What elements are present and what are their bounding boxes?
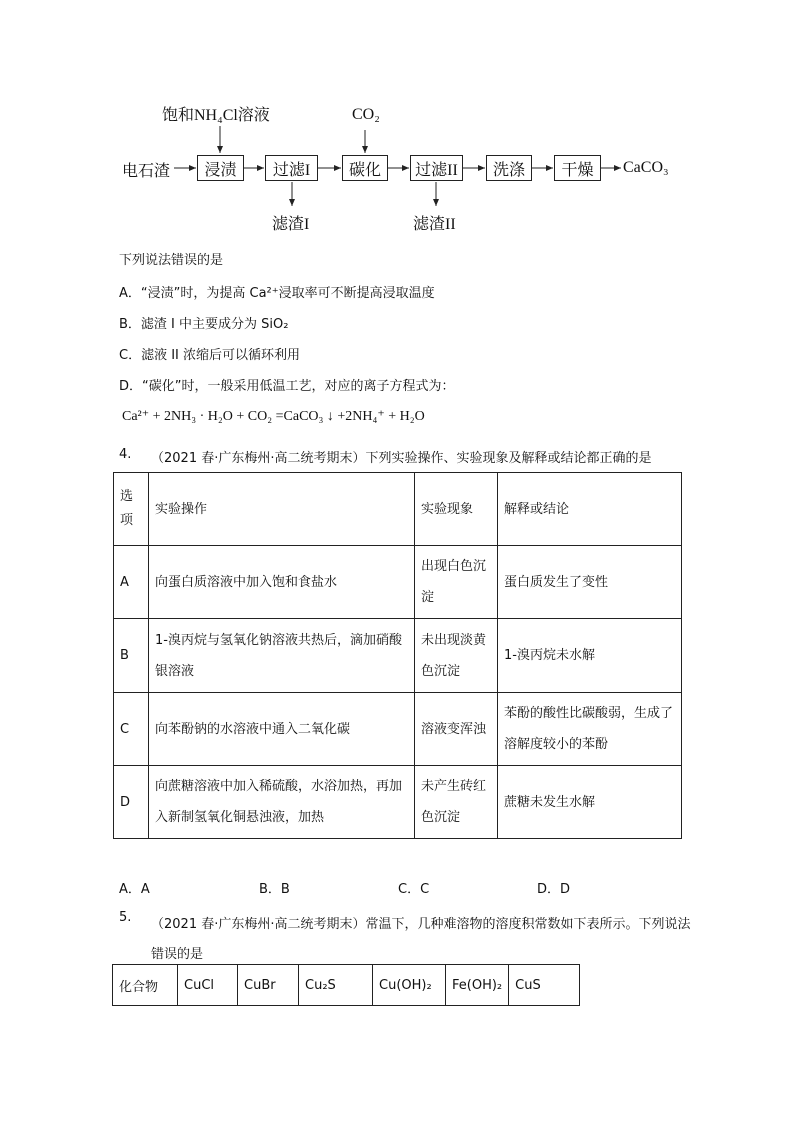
q5-stem: （2021 春·广东梅州·高二统考期末）常温下，几种难溶物的溶度积常数如下表所示。下列说法错误的是 — [151, 917, 691, 962]
header-observation: 实验现象 — [415, 473, 498, 546]
header-cus: CuS — [509, 965, 580, 1006]
row-operation: 向苯酚钠的水溶液中通入二氧化碳 — [149, 693, 415, 766]
step-soak: 浸渍 — [197, 155, 244, 181]
q3-option-d: D．“碳化”时，一般采用低温工艺，对应的离子方程式为： — [119, 379, 455, 394]
byproduct-residue-1: 滤渣I — [272, 216, 310, 233]
q3-stem: 下列说法错误的是 — [119, 253, 224, 268]
q4-choice-c: C．C — [398, 882, 430, 897]
q5-number: 5. — [119, 910, 132, 925]
header-cucl: CuCl — [178, 965, 238, 1006]
flow-arrows — [0, 0, 794, 240]
row-operation: 1-溴丙烷与氢氧化钠溶液共热后，滴加硝酸银溶液 — [149, 619, 415, 693]
header-operation: 实验操作 — [149, 473, 415, 546]
header-cu2s: Cu₂S — [299, 965, 373, 1006]
row-option: A — [114, 546, 149, 619]
q4-choice-d: D．D — [537, 882, 571, 897]
row-observation: 未产生砖红色沉淀 — [415, 766, 498, 839]
q4-choice-a: A．A — [119, 882, 150, 897]
q5-table — [112, 964, 580, 1006]
table-row — [114, 546, 682, 619]
row-observation: 出现白色沉淀 — [415, 546, 498, 619]
row-operation: 向蛋白质溶液中加入饱和食盐水 — [149, 546, 415, 619]
table-row — [114, 619, 682, 693]
header-option: 选项 — [114, 473, 149, 546]
row-conclusion: 蔗糖未发生水解 — [498, 766, 682, 839]
table-row — [114, 766, 682, 839]
q4-number: 4. — [119, 447, 132, 462]
row-observation: 溶液变浑浊 — [415, 693, 498, 766]
header-conclusion: 解释或结论 — [498, 473, 682, 546]
header-feoh2: Fe(OH)₂ — [446, 965, 509, 1006]
row-option: C — [114, 693, 149, 766]
row-conclusion: 1-溴丙烷未水解 — [498, 619, 682, 693]
q3-equation: Ca²⁺ + 2NH₃ · H₂O + CO₂ =CaCO₃ ↓ +2NH₄⁺ + H₂O — [122, 409, 425, 424]
row-operation: 向蔗糖溶液中加入稀硫酸，水浴加热，再加入新制氢氧化铜悬浊液，加热 — [149, 766, 415, 839]
q3-option-b: B．滤渣 I 中主要成分为 SiO₂ — [119, 317, 289, 332]
row-observation: 未出现淡黄色沉淀 — [415, 619, 498, 693]
step-wash: 洗涤 — [486, 155, 532, 181]
reagent-nh4cl: 饱和NH₄Cl溶液 — [162, 107, 270, 124]
table-header-row — [113, 965, 580, 1006]
table-row — [114, 693, 682, 766]
header-cuoh2: Cu(OH)₂ — [373, 965, 446, 1006]
header-cubr: CuBr — [238, 965, 299, 1006]
row-option: B — [114, 619, 149, 693]
q4-choice-b: B．B — [259, 882, 290, 897]
step-carbonize: 碳化 — [342, 155, 388, 181]
row-conclusion: 蛋白质发生了变性 — [498, 546, 682, 619]
step-dry: 干燥 — [554, 155, 601, 181]
q4-stem: （2021 春·广东梅州·高二统考期末）下列实验操作、实验现象及解释或结论都正确的是 — [151, 451, 652, 466]
q3-option-a: A．“浸渍”时，为提高 Ca²⁺浸取率可不断提高浸取温度 — [119, 286, 435, 301]
row-conclusion: 苯酚的酸性比碳酸弱，生成了溶解度较小的苯酚 — [498, 693, 682, 766]
q3-option-c: C．滤液 II 浓缩后可以循环利用 — [119, 348, 301, 363]
q4-table — [113, 472, 682, 839]
flow-product: CaCO₃ — [623, 159, 669, 176]
step-filter-2: 过滤II — [410, 155, 463, 181]
byproduct-residue-2: 滤渣II — [413, 216, 456, 233]
flow-start: 电石渣 — [122, 163, 171, 180]
header-compound: 化合物 — [113, 965, 178, 1006]
table-header-row — [114, 473, 682, 546]
step-filter-1: 过滤I — [265, 155, 318, 181]
row-option: D — [114, 766, 149, 839]
reagent-co2: CO₂ — [352, 106, 380, 123]
